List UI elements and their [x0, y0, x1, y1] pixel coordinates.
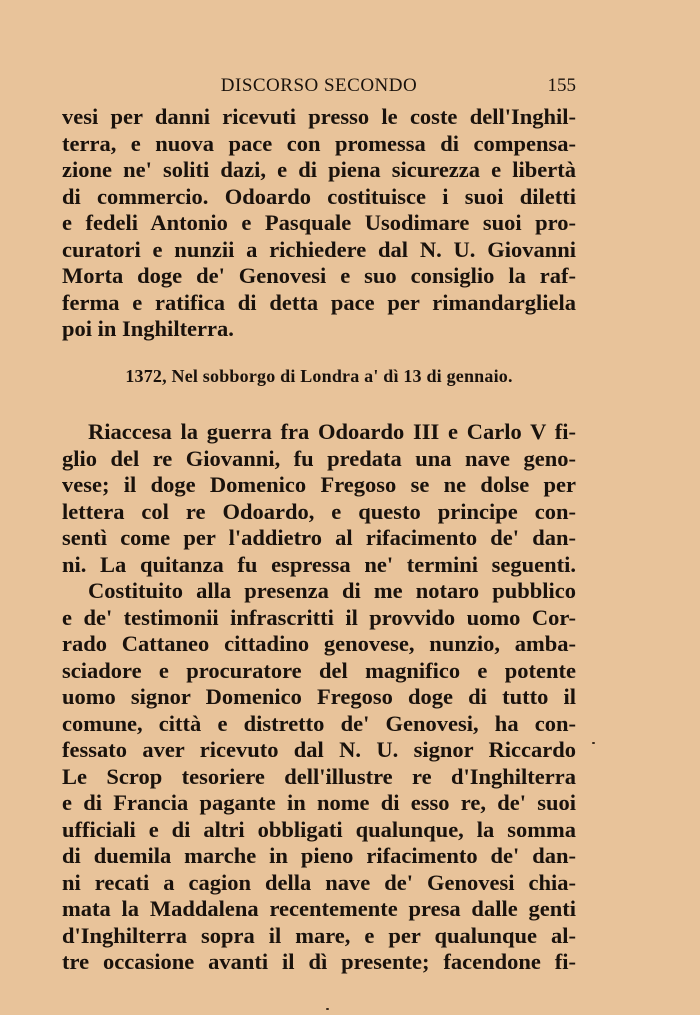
text-line: e di Francia pagante in nome di esso re, de' suoi — [62, 790, 576, 815]
text-line: vese; il doge Domenico Fregoso se ne dolse per — [62, 472, 576, 497]
print-speck — [592, 742, 595, 744]
text-line: sentì come per l'addietro al rifacimento de' dan- — [62, 525, 576, 550]
text-line: Costituito alla presenza di me notaro pubblico — [88, 578, 576, 603]
running-head — [62, 72, 576, 98]
text-line: terra, e nuova pace con promessa di compensa- — [62, 130, 576, 156]
text-line: di duemila marche in pieno rifacimento de' dan- — [62, 843, 576, 868]
page-number: 155 — [547, 75, 576, 96]
text-line: lettera col re Odoardo, e questo principe con- — [62, 498, 576, 524]
paragraph-continued — [62, 104, 576, 343]
text-line: uomo signor Domenico Fregoso doge di tutto il — [62, 684, 576, 709]
text-line: curatori e nunzii a richiedere dal N. U. Giovanni — [62, 236, 576, 262]
text-line: e fedeli Antonio e Pasquale Usodimare suoi pro- — [62, 210, 576, 235]
text-line: comune, città e distretto de' Genovesi, ha con- — [62, 710, 576, 736]
text-line: zione ne' soliti dazi, e di piena sicurezza e libertà — [62, 157, 576, 182]
text-line: ufficiali e di altri obbligati qualunque, la somma — [62, 816, 576, 842]
text-line: poi in Inghilterra. — [62, 316, 234, 341]
text-line: sciadore e procuratore del magnifico e potente — [62, 657, 576, 683]
text-line: ferma e ratifica di detta pace per rimandargliela — [62, 289, 576, 315]
text-line: e de' testimonii infrascritti il provvido uomo Cor- — [62, 604, 576, 630]
text-line: tre occasione avanti il dì presente; facendone fi- — [62, 949, 576, 974]
dateline: 1372, Nel sobborgo di Londra a' dì 13 di gennaio. — [125, 366, 513, 386]
text-line: Morta doge de' Genovesi e suo consiglio la raf- — [62, 263, 576, 288]
text-line: glio del re Giovanni, fu predata una nave geno- — [62, 445, 576, 471]
text-line: ni recati a cagion della nave de' Genovesi chia- — [62, 869, 576, 895]
text-line: d'Inghilterra sopra il mare, e per qualunque al- — [62, 922, 576, 948]
main-text — [62, 419, 576, 976]
text-line: fessato aver ricevuto dal N. U. signor Riccardo — [62, 737, 576, 762]
text-line: rado Cattaneo cittadino genovese, nunzio, amba- — [62, 631, 576, 656]
text-line: Riaccesa la guerra fra Odoardo III e Carlo V fi- — [88, 419, 576, 444]
text-line: mata la Maddalena recentemente presa dalle genti — [62, 896, 576, 921]
text-line: vesi per danni ricevuti presso le coste dell'Inghil- — [62, 104, 576, 129]
text-line: di commercio. Odoardo costituisce i suoi diletti — [62, 183, 576, 209]
print-speck — [326, 1008, 329, 1010]
text-line: Le Scrop tesoriere dell'illustre re d'Inghilterra — [62, 763, 576, 789]
running-title: DISCORSO SECONDO — [220, 75, 418, 96]
text-line: ni. La quitanza fu espressa ne' termini seguenti. — [62, 551, 576, 577]
